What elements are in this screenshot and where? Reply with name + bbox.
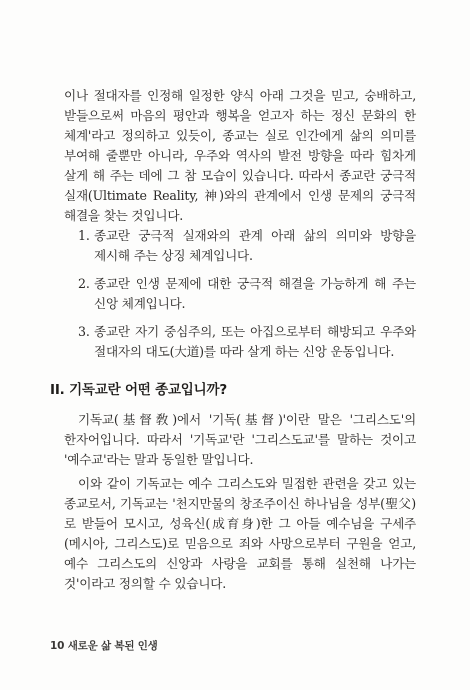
definition-text: 종교란 궁극적 실재와의 관계 아래 삶의 의미와 방향을 제시해 주는 상징 체계입니다. [94,228,416,263]
page-number: 10 [50,640,65,652]
definition-item-3 [78,322,416,362]
paragraph-christianity-definition: 이와 같이 기독교는 예수 그리스도와 밀접한 관련을 갖고 있는 종교로서, 기독교는 '천지만물의 창조주이신 하나님을 성부(聖父)로 받들어 모시고, 성육신(成育身)한 그 아들 예수님을 구세주(메시아, 그리스도)로 믿음으로 죄와 사망으로부터 구원을 얻고, 예수 그리스도의 신앙과 사랑을 교회를 통해 실천해 나가는 것'이라고 정의할 수 있습니다. [64,476,416,591]
definition-text: 종교란 인생 문제에 대한 궁극적 해결을 가능하게 해 주는 신앙 체계입니다. [94,276,416,311]
book-title: 새로운 삶 복된 인생 [67,640,158,652]
definition-item-2 [78,274,416,314]
definition-list [78,226,416,370]
paragraph-christianity-name: 기독교(基督敎)에서 '기독(基督)'이란 말은 '그리스도'의 한자어입니다. 따라서 '기독교'란 '그리스도교'를 말하는 것이고 '예수교'라는 말과 동일한 말입니다. [64,412,416,467]
intro-paragraph: 이나 절대자를 인정해 일정한 양식 아래 그것을 믿고, 숭배하고, 받들으로써 마음의 평안과 행복을 얻고자 하는 정신 문화의 한 체계'라고 정의하고 있듯이, 종교는 실로 인간에게 삶의 의미를 부여해 줄뿐만 아니라, 우주와 역사의 발전 방향을 따라 힘차게 살게 해 주는 데에 그 참 모습이 있습니다. 따라서 종교란 궁극적 실재(Ultimate Reality, 神)와의 관계에서 인생 문제의 궁극적 해결을 찾는 것입니다. [64,88,416,223]
definition-text: 종교란 자기 중심주의, 또는 아집으로부터 해방되고 우주와 절대자의 대도(大道)를 따라 살게 하는 신앙 운동입니다. [94,324,416,359]
definition-number: 1. [78,228,90,243]
definition-number: 3. [78,324,90,339]
section-heading: II. 기독교란 어떤 종교입니까? [50,382,227,398]
definition-item-1 [78,226,416,266]
definition-number: 2. [78,276,90,291]
page-footer [50,638,158,653]
